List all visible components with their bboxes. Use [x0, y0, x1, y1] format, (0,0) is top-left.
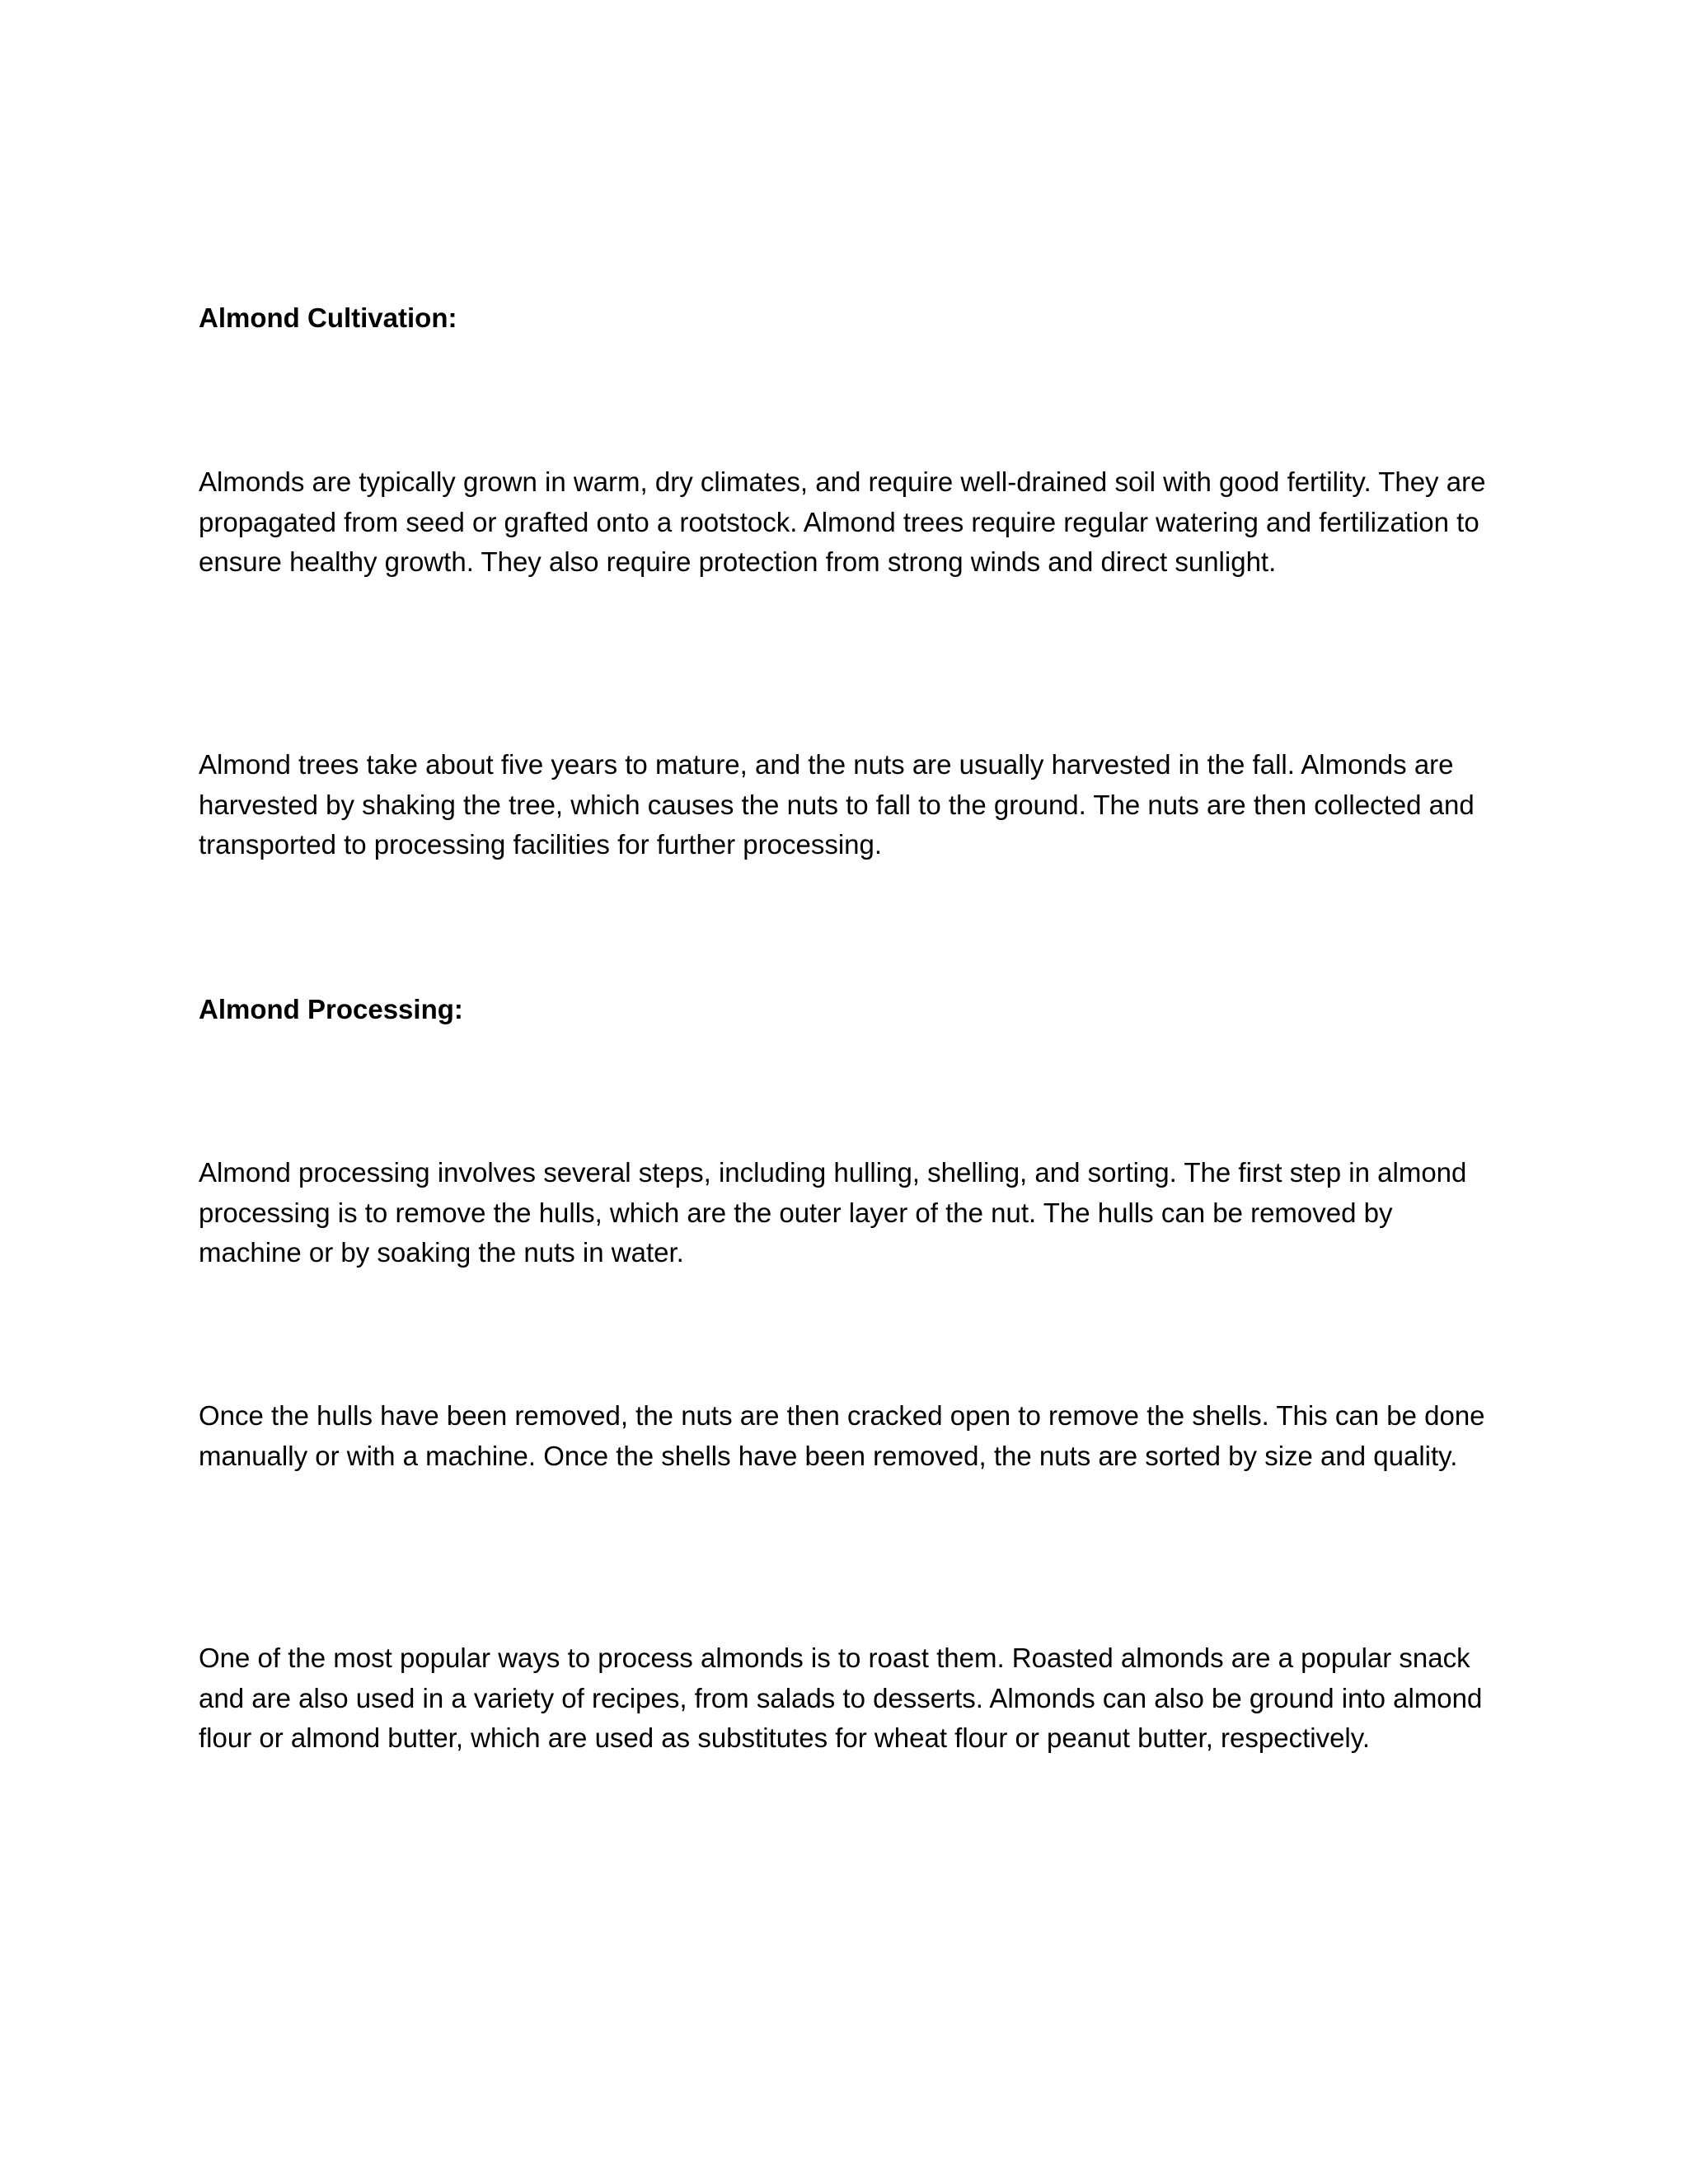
section-heading-cultivation: Almond Cultivation: — [199, 302, 457, 333]
section-heading-processing: Almond Processing: — [199, 994, 463, 1024]
paragraph-processing-hulling: Almond processing involves several steps, including hulling, shelling, and sorting. The first step in almond processing is to remove the hulls, which are the outer layer of the nut. The hulls can be removed by machine or by soaking the nuts in water. — [199, 1157, 1467, 1268]
paragraph-processing-shelling: Once the hulls have been removed, the nuts are then cracked open to remove the shells. This can be done manually or with a machine. Once the shells have been removed, the nuts are sorted by size and quality. — [199, 1400, 1485, 1471]
paragraph-processing-roasting: One of the most popular ways to process almonds is to roast them. Roasted almonds are a popular snack and are also used in a variety of recipes, from salads to desserts. Almonds can also be ground into almond flour or almond butter, which are used as substitutes for wheat flour or peanut butter, respectively. — [199, 1643, 1483, 1753]
paragraph-cultivation-climate: Almonds are typically grown in warm, dry climates, and require well-drained soil with good fertility. They are propagated from seed or grafted onto a rootstock. Almond trees require regular watering and fertilization to ensure healthy growth. They also require protection from strong winds and direct sunlight. — [199, 466, 1486, 577]
paragraph-cultivation-harvest: Almond trees take about five years to mature, and the nuts are usually harvested in the fall. Almonds are harvested by shaking the tree, which causes the nuts to fall to the ground. The nuts are then collected and transported to processing facilities for further processing. — [199, 749, 1475, 860]
